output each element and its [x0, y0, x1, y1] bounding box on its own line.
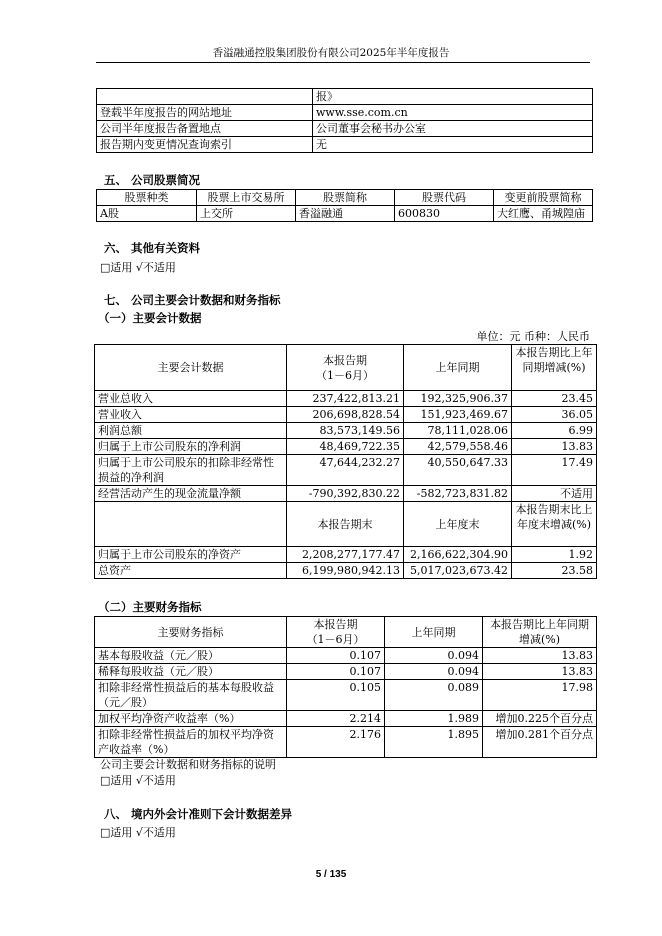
table-cell [97, 89, 313, 105]
table-cell: 40,550,647.33 [404, 455, 512, 486]
table-cell: 本报告期 （1－6月） [287, 617, 385, 648]
table-cell: 0.094 [385, 664, 483, 680]
table-cell: 主要会计数据 [95, 345, 287, 391]
table-cell: 0.105 [287, 680, 385, 711]
table-cell: 36.05 [512, 407, 597, 423]
table-cell: 1.989 [385, 711, 483, 727]
table-row [95, 439, 597, 455]
table-cell: 不适用 [512, 486, 597, 502]
section6-option: □适用 √不适用 [100, 261, 176, 274]
table-cell: 变更前股票简称 [494, 190, 593, 206]
table-cell: 上交所 [197, 206, 296, 222]
table-row [97, 89, 593, 105]
table-row [95, 423, 597, 439]
page-number: 5 / 135 [315, 869, 347, 880]
table-cell: 83,573,149.56 [287, 423, 404, 439]
table-cell: www.sse.com.cn [313, 105, 593, 121]
table-cell: 股票代码 [395, 190, 494, 206]
table-cell: 增加0.281个百分点 [483, 727, 597, 758]
table-row [97, 105, 593, 121]
table-cell: 17.49 [512, 455, 597, 486]
header-rule [96, 62, 590, 63]
table-cell: 42,579,558.46 [404, 439, 512, 455]
table-cell: 营业总收入 [95, 391, 287, 407]
table-cell: 归属于上市公司股东的扣除非经常性损益的净利润 [95, 455, 287, 486]
table-cell: 47,644,232.27 [287, 455, 404, 486]
page-header: 香溢融通控股集团股份有限公司2025年半年度报告 [212, 47, 450, 59]
table-row [97, 137, 593, 153]
indicator-note-option: □适用 √不适用 [100, 774, 176, 787]
section8-option: □适用 √不适用 [100, 826, 176, 839]
stock-table [96, 189, 593, 222]
table-row [95, 407, 597, 423]
table-cell: 5,017,023,673.42 [404, 563, 512, 579]
table-cell: 本报告期 （1－6月） [287, 345, 404, 391]
table-cell: 0.094 [385, 648, 483, 664]
table-row [95, 391, 597, 407]
table-cell: 6,199,980,942.13 [287, 563, 404, 579]
table-cell: 2.176 [287, 727, 385, 758]
table-cell: 2,166,622,304.90 [404, 547, 512, 563]
table-cell: 大红鹰、甬城隍庙 [494, 206, 593, 222]
table-cell: 6.99 [512, 423, 597, 439]
table-row [95, 486, 597, 502]
table-cell: 本报告期末比上年度末增减(%) [512, 502, 597, 547]
indicator-note: 公司主要会计数据和财务指标的说明 [100, 758, 276, 771]
table-cell: 17.98 [483, 680, 597, 711]
section7-title: 七、 公司主要会计数据和财务指标 [104, 293, 281, 307]
table-cell: 股票种类 [97, 190, 197, 206]
table-row [95, 455, 597, 486]
section8-title: 八、 境内外会计准则下会计数据差异 [104, 807, 293, 821]
info-table [96, 88, 593, 153]
table-cell [95, 502, 287, 547]
table-cell: 登载半年度报告的网站地址 [97, 105, 313, 121]
table-cell: 香溢融通 [296, 206, 395, 222]
table-cell: 无 [313, 137, 593, 153]
table-cell: 1.92 [512, 547, 597, 563]
table-cell: 78,111,028.06 [404, 423, 512, 439]
table-cell: 稀释每股收益（元／股） [95, 664, 287, 680]
table-row [95, 547, 597, 563]
table-cell: 经营活动产生的现金流量净额 [95, 486, 287, 502]
table-cell: 主要财务指标 [95, 617, 287, 648]
table-cell: 股票简称 [296, 190, 395, 206]
table-cell: 0.107 [287, 648, 385, 664]
table-cell: 13.83 [483, 648, 597, 664]
table-cell: 本报告期比上年同期增减(%) [483, 617, 597, 648]
table-cell: 48,469,722.35 [287, 439, 404, 455]
table-cell: 利润总额 [95, 423, 287, 439]
unit-label: 单位：元 币种：人民币 [476, 330, 590, 343]
table-row [97, 206, 593, 222]
table-cell: 报》 [313, 89, 593, 105]
table-header-row [95, 345, 597, 391]
table-cell: 151,923,469.67 [404, 407, 512, 423]
table-cell: 加权平均净资产收益率（%） [95, 711, 287, 727]
table-cell: 上年度末 [404, 502, 512, 547]
table-row [95, 727, 597, 758]
table-row [95, 680, 597, 711]
table-row [97, 121, 593, 137]
table-header-row [97, 190, 593, 206]
table-header-row [95, 617, 597, 648]
table-cell: 23.58 [512, 563, 597, 579]
table-cell: 增加0.225个百分点 [483, 711, 597, 727]
table-cell: 0.107 [287, 664, 385, 680]
subsection2-title: （二）主要财务指标 [98, 600, 202, 614]
table-cell: 公司半年度报告备置地点 [97, 121, 313, 137]
table-header-row [95, 502, 597, 547]
financial-indicators-table [94, 616, 597, 758]
table-cell: A股 [97, 206, 197, 222]
table-cell: 23.45 [512, 391, 597, 407]
table-cell: 上年同期 [404, 345, 512, 391]
table-cell: 192,325,906.37 [404, 391, 512, 407]
table-cell: 1.895 [385, 727, 483, 758]
table-cell: 600830 [395, 206, 494, 222]
table-cell: 237,422,813.21 [287, 391, 404, 407]
table-cell: -790,392,830.22 [287, 486, 404, 502]
table-cell: 公司董事会秘书办公室 [313, 121, 593, 137]
table-cell: 总资产 [95, 563, 287, 579]
table-cell: 本报告期比上年同期增减(%) [512, 345, 597, 391]
table-cell: 扣除非经常性损益后的基本每股收益（元／股） [95, 680, 287, 711]
subsection1-title: （一）主要会计数据 [98, 311, 202, 325]
table-cell: 上年同期 [385, 617, 483, 648]
table-row [95, 648, 597, 664]
table-cell: 归属于上市公司股东的净资产 [95, 547, 287, 563]
table-cell: 2.214 [287, 711, 385, 727]
table-cell: 营业收入 [95, 407, 287, 423]
table-cell: 报告期内变更情况查询索引 [97, 137, 313, 153]
table-row [95, 664, 597, 680]
table-cell: 206,698,828.54 [287, 407, 404, 423]
table-cell: 0.089 [385, 680, 483, 711]
table-cell: 本报告期末 [287, 502, 404, 547]
section6-title: 六、 其他有关资料 [104, 241, 201, 255]
table-cell: 13.83 [483, 664, 597, 680]
accounting-data-table [94, 344, 597, 579]
table-cell: 13.83 [512, 439, 597, 455]
table-row [95, 563, 597, 579]
table-row [95, 711, 597, 727]
table-cell: 股票上市交易所 [197, 190, 296, 206]
table-cell: 扣除非经常性损益后的加权平均净资产收益率（%） [95, 727, 287, 758]
table-cell: 基本每股收益（元／股） [95, 648, 287, 664]
table-cell: 2,208,277,177.47 [287, 547, 404, 563]
section5-title: 五、 公司股票简况 [104, 173, 201, 187]
table-cell: -582,723,831.82 [404, 486, 512, 502]
table-cell: 归属于上市公司股东的净利润 [95, 439, 287, 455]
